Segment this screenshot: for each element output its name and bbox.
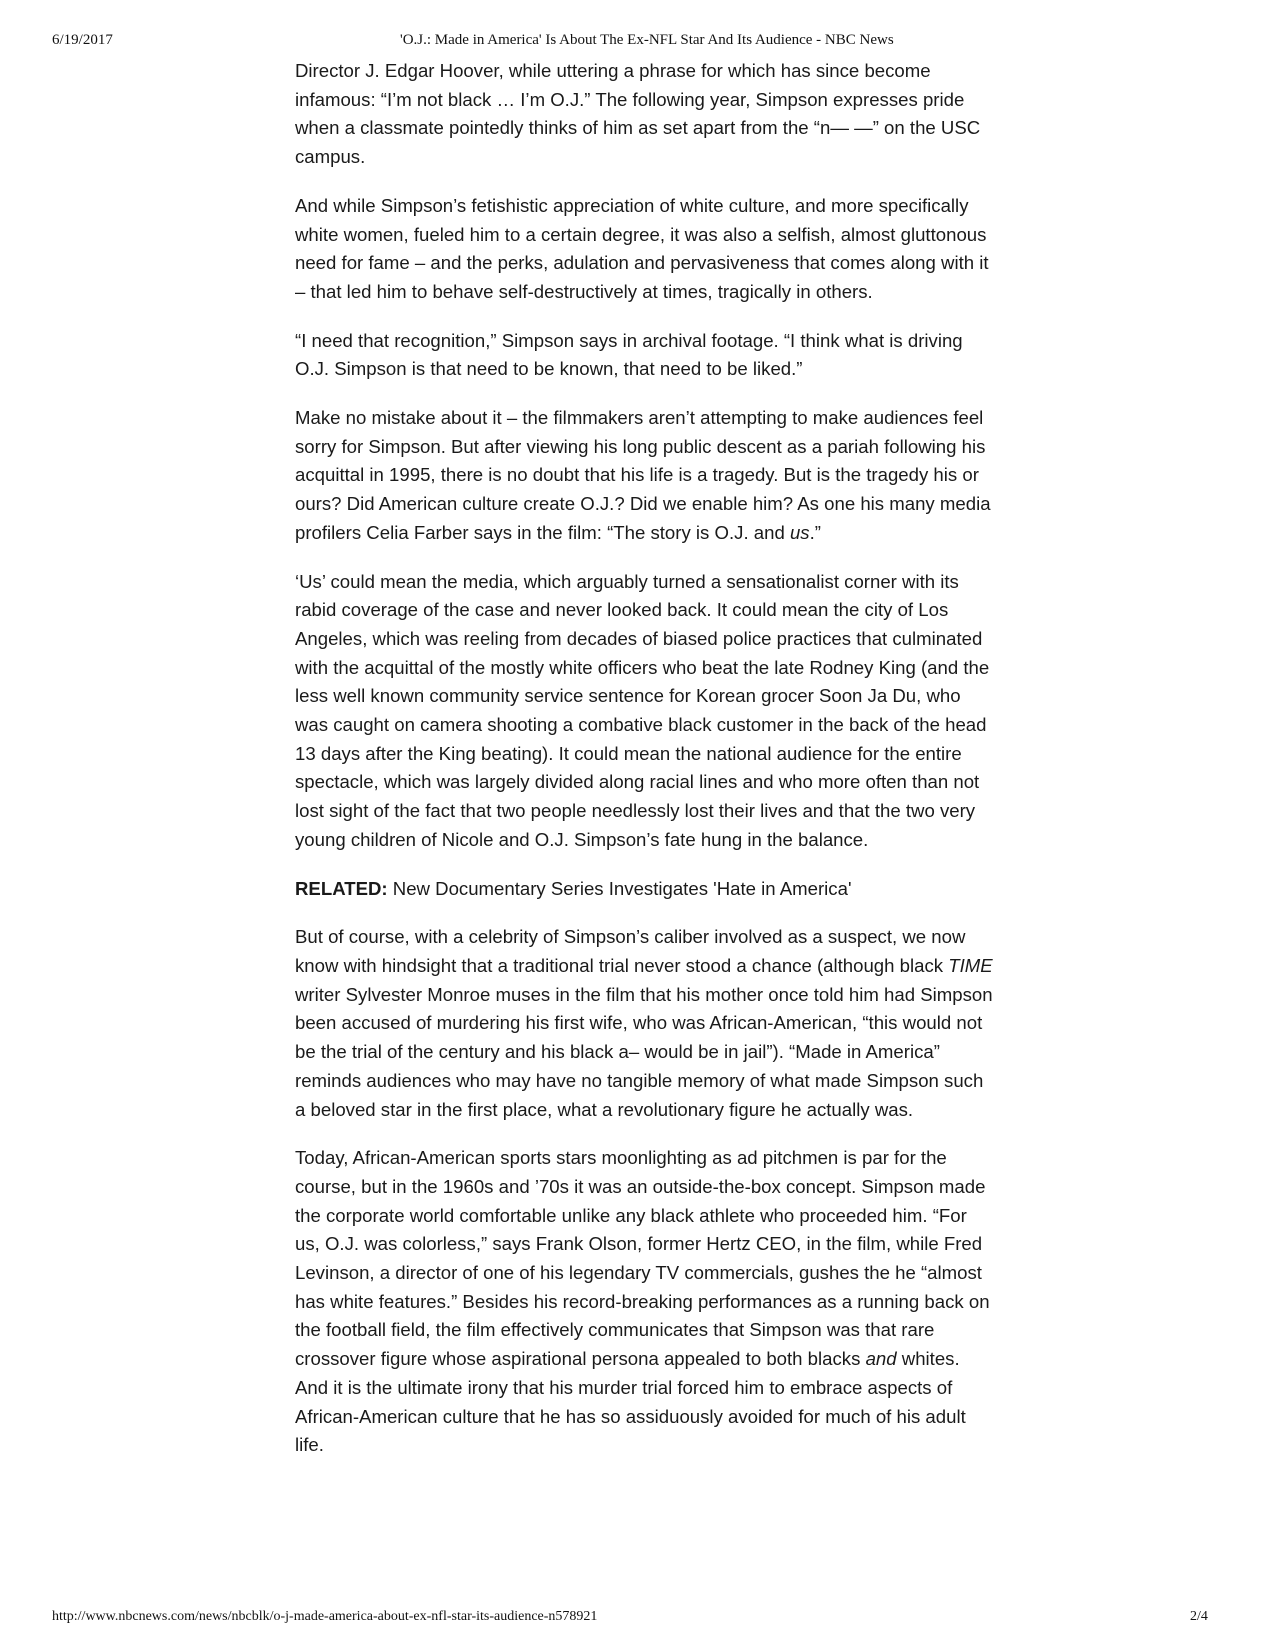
paragraph-6-text-b: writer Sylvester Monroe muses in the film that his mother once told him had Simpson been accused of murdering his first wife, who was African-American, “this would not be the trial of the century and his black a– would be in jail”). “Made in America” reminds audiences who may have no tangible memory of what made Simpson such a beloved star in the first place, what a revolutionary figure he actually was.: [295, 983, 993, 1120]
page-url[interactable]: http://www.nbcnews.com/news/nbcblk/o-j-made-america-about-ex-nfl-star-its-audience-n578921: [52, 1609, 598, 1624]
paragraph-7-emphasis: and: [865, 1348, 897, 1370]
related-article-link[interactable]: New Documentary Series Investigates 'Hate in America': [387, 877, 852, 899]
related-label: RELATED:: [295, 877, 388, 899]
paragraph-4: [295, 404, 995, 548]
paragraph-7: [295, 1144, 995, 1460]
paragraph-6-text-a: But of course, with a celebrity of Simpson’s caliber involved as a suspect, we now know with hindsight that a traditional trial never stood a chance (although black: [295, 926, 966, 976]
paragraph-4-emphasis: us: [789, 521, 810, 543]
paragraph-4-text-a: Make no mistake about it – the filmmakers aren’t attempting to make audiences feel sorry for Simpson. But after viewing his long public descent as a pariah following his acquittal in 1995, there is no doubt that his life is a tragedy. But is the tragedy his or ours? Did American culture create O.J.? Did we enable him? As one his many media profilers Celia Farber says in the film: “The story is O.J. and: [295, 407, 991, 543]
paragraph-6-emphasis: TIME: [948, 954, 993, 976]
print-footer: [0, 1609, 1275, 1631]
print-date: 6/19/2017: [52, 32, 113, 48]
paragraph-4-text-b: .”: [809, 521, 821, 543]
article-body: [295, 57, 995, 1480]
print-header: [0, 30, 1275, 52]
page-number: 2/4: [1190, 1609, 1208, 1624]
paragraph-5: ‘Us’ could mean the media, which arguably turned a sensationalist corner with its rabid coverage of the case and never looked back. It could mean the city of Los Angeles, which was reeling from decades of biased police practices that culminated with the acquittal of the mostly white officers who beat the late Rodney King (and the less well known community service sentence for Korean grocer Soon Ja Du, who was caught on camera shooting a combative black customer in the back of the head 13 days after the King beating). It could mean the national audience for the entire spectacle, which was largely divided along racial lines and who more often than not lost sight of the fact that two people needlessly lost their lives and that the two very young children of Nicole and O.J. Simpson’s fate hung in the balance.: [295, 570, 990, 850]
paragraph-7-text-b: whites. And it is the ultimate irony that his murder trial forced him to embrace aspects of African-American culture that he has so assiduously avoided for much of his adult life.: [295, 1348, 966, 1456]
page-title: 'O.J.: Made in America' Is About The Ex-NFL Star And Its Audience - NBC News: [400, 32, 894, 48]
paragraph-1: Director J. Edgar Hoover, while uttering a phrase for which has since become infamous: “I’m not black … I’m O.J.” The following year, Simpson expresses pride when a classmate pointedly thinks of him as set apart from the “n— —” on the USC campus.: [295, 60, 981, 168]
paragraph-2: And while Simpson’s fetishistic appreciation of white culture, and more specifically white women, fueled him to a certain degree, it was also a selfish, almost gluttonous need for fame – and the perks, adulation and pervasiveness that comes along with it – that led him to behave self-destructively at times, tragically in others.: [295, 194, 989, 302]
paragraph-6: [295, 923, 995, 1124]
paragraph-3: “I need that recognition,” Simpson says in archival footage. “I think what is driving O.J. Simpson is that need to be known, that need to be liked.”: [295, 329, 963, 380]
paragraph-7-text-a: Today, African-American sports stars moonlighting as ad pitchmen is par for the course, but in the 1960s and ’70s it was an outside-the-box concept. Simpson made the corporate world comfortable unlike any black athlete who proceeded him. “For us, O.J. was colorless,” says Frank Olson, former Hertz CEO, in the film, while Fred Levinson, a director of one of his legendary TV commercials, gushes the he “almost has white features.” Besides his record-breaking performances as a running back on the football field, the film effectively communicates that Simpson was that rare crossover figure whose aspirational persona appealed to both blacks: [295, 1147, 990, 1370]
related-link-line[interactable]: [295, 875, 995, 904]
